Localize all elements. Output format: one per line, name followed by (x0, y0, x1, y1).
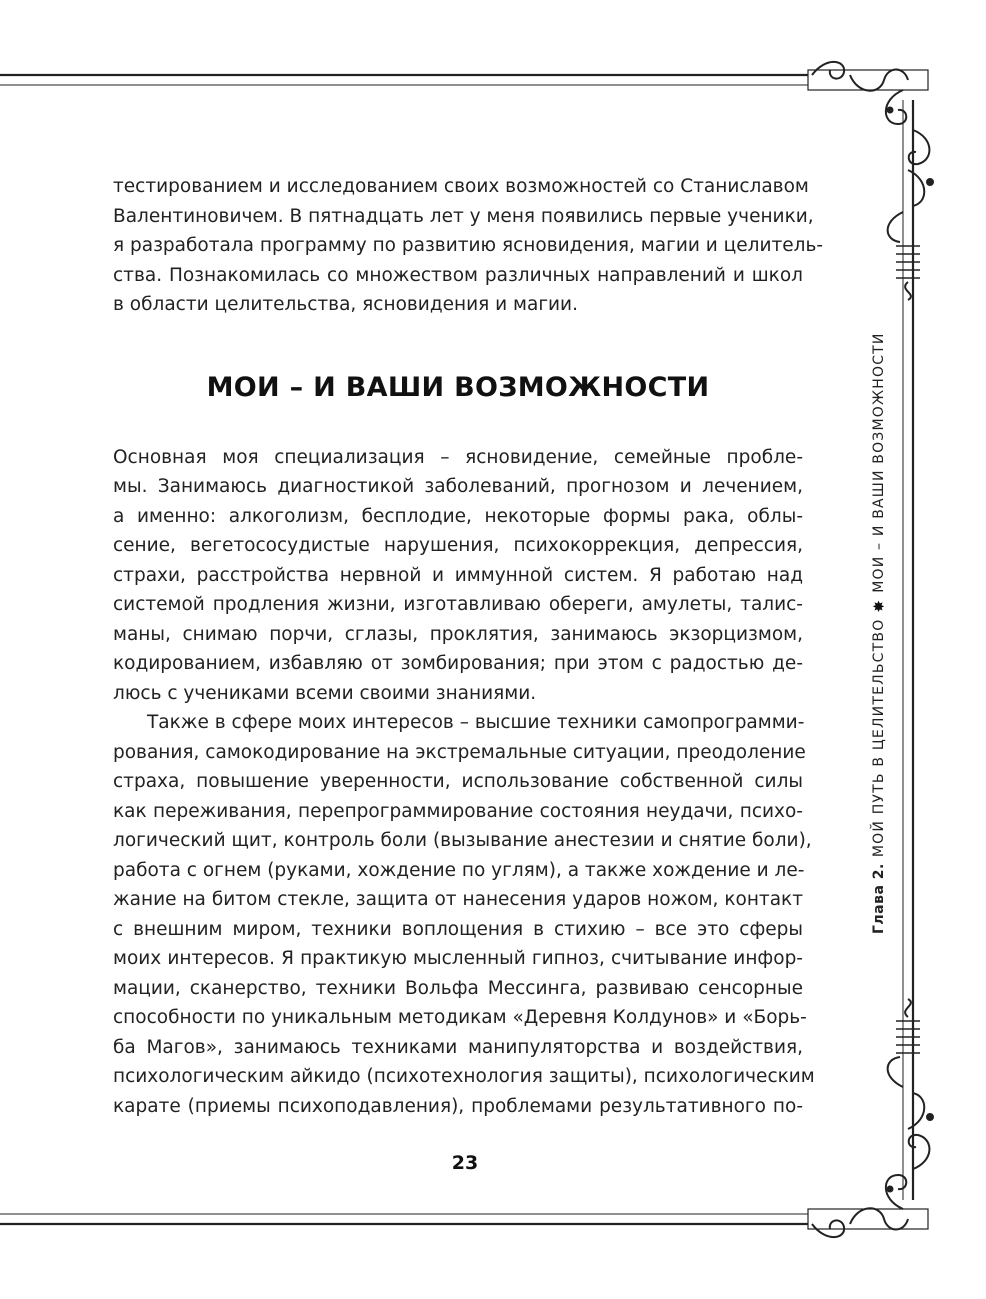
running-head (870, 332, 888, 934)
text-line: жание на битом стекле, защита от нанесения ударов ножом, контакт (113, 889, 803, 910)
text-line: Также в сфере моих интересов – высшие техники самопрограмми- (147, 712, 805, 733)
text-line: сение, вегетососудистые нарушения, психокоррекция, депрессия, (113, 535, 803, 556)
text-line: а именно: алкоголизм, бесплодие, некоторые формы рака, облы- (113, 505, 803, 527)
text-line: психологическим айкидо (психотехнология защиты), психологическим (113, 1066, 815, 1087)
running-head-section-title: МОИ – И ВАШИ ВОЗМОЖНОСТИ (871, 332, 887, 593)
text-line: страха, повышение уверенности, использование собственной силы (113, 771, 803, 792)
page-number: 23 (451, 1152, 479, 1174)
text-line: мы. Занимаюсь диагностикой заболеваний, прогнозом и лечением, (113, 476, 803, 497)
paragraph-2 (113, 443, 803, 709)
star-separator-icon: ✸ (870, 598, 888, 613)
text-line: как переживания, перепрограммирование состояния неудачи, психо- (113, 800, 803, 822)
text-line: моих интересов. Я практикую мысленный гипноз, считывание инфор- (113, 948, 803, 969)
text-line: страхи, расстройства нервной и иммунной систем. Я работаю над (113, 564, 803, 586)
running-head-chapter-title: МОЙ ПУТЬ В ЦЕЛИТЕЛЬСТВО (871, 618, 887, 858)
text-line: Основная моя специализация – ясновидение, семейные пробле- (113, 446, 803, 468)
page-body (113, 172, 824, 1121)
flourish-top-icon (812, 62, 933, 300)
paragraph-3 (113, 708, 815, 1121)
text-line: Валентиновичем. В пятнадцать лет у меня появились первые ученики, (113, 205, 814, 227)
paragraph-1 (113, 172, 824, 320)
text-line: мации, сканерство, техники Вольфа Мессинга, развиваю сенсорные (113, 977, 803, 999)
text-line: работа с огнем (руками, хождение по углям), а также хождение и ле- (113, 859, 805, 881)
text-line: логический щит, контроль боли (вызывание анестезии и снятие боли), (113, 830, 812, 851)
text-line: кодированием, избавляю от зомбирования; при этом с радостью де- (113, 653, 803, 674)
text-line: тестированием и исследованием своих возможностей со Станиславом (113, 176, 809, 197)
text-line: карате (приемы психоподавления), проблемами результативного по- (113, 1095, 803, 1117)
text-line: маны, снимаю порчи, сглазы, проклятия, занимаюсь экзорцизмом, (113, 623, 803, 645)
text-line: способности по уникальным методикам «Деревня Колдунов» и «Борь- (113, 1007, 807, 1028)
text-line: ба Магов», занимаюсь техниками манипуляторства и воздействия, (113, 1036, 803, 1058)
text-line: рования, самокодирование на экстремальные ситуации, преодоление (113, 741, 806, 763)
text-line: ства. Познакомилась со множеством различных направлений и школ (113, 264, 803, 286)
section-heading: МОИ – И ВАШИ ВОЗМОЖНОСТИ (206, 371, 710, 403)
text-line: я разработала программу по развитию ясновидения, магии и целитель- (113, 235, 824, 256)
text-line: люсь с учениками всеми своими знаниями. (113, 682, 537, 704)
text-line: с внешним миром, техники воплощения в стихию – все это сферы (113, 918, 803, 940)
text-line: системой продления жизни, изготавливаю обереги, амулеты, талис- (113, 594, 803, 615)
running-head-chapter: Глава 2. (871, 863, 887, 934)
flourish-bottom-icon (812, 999, 933, 1237)
text-line: в области целительства, ясновидения и магии. (113, 294, 578, 315)
